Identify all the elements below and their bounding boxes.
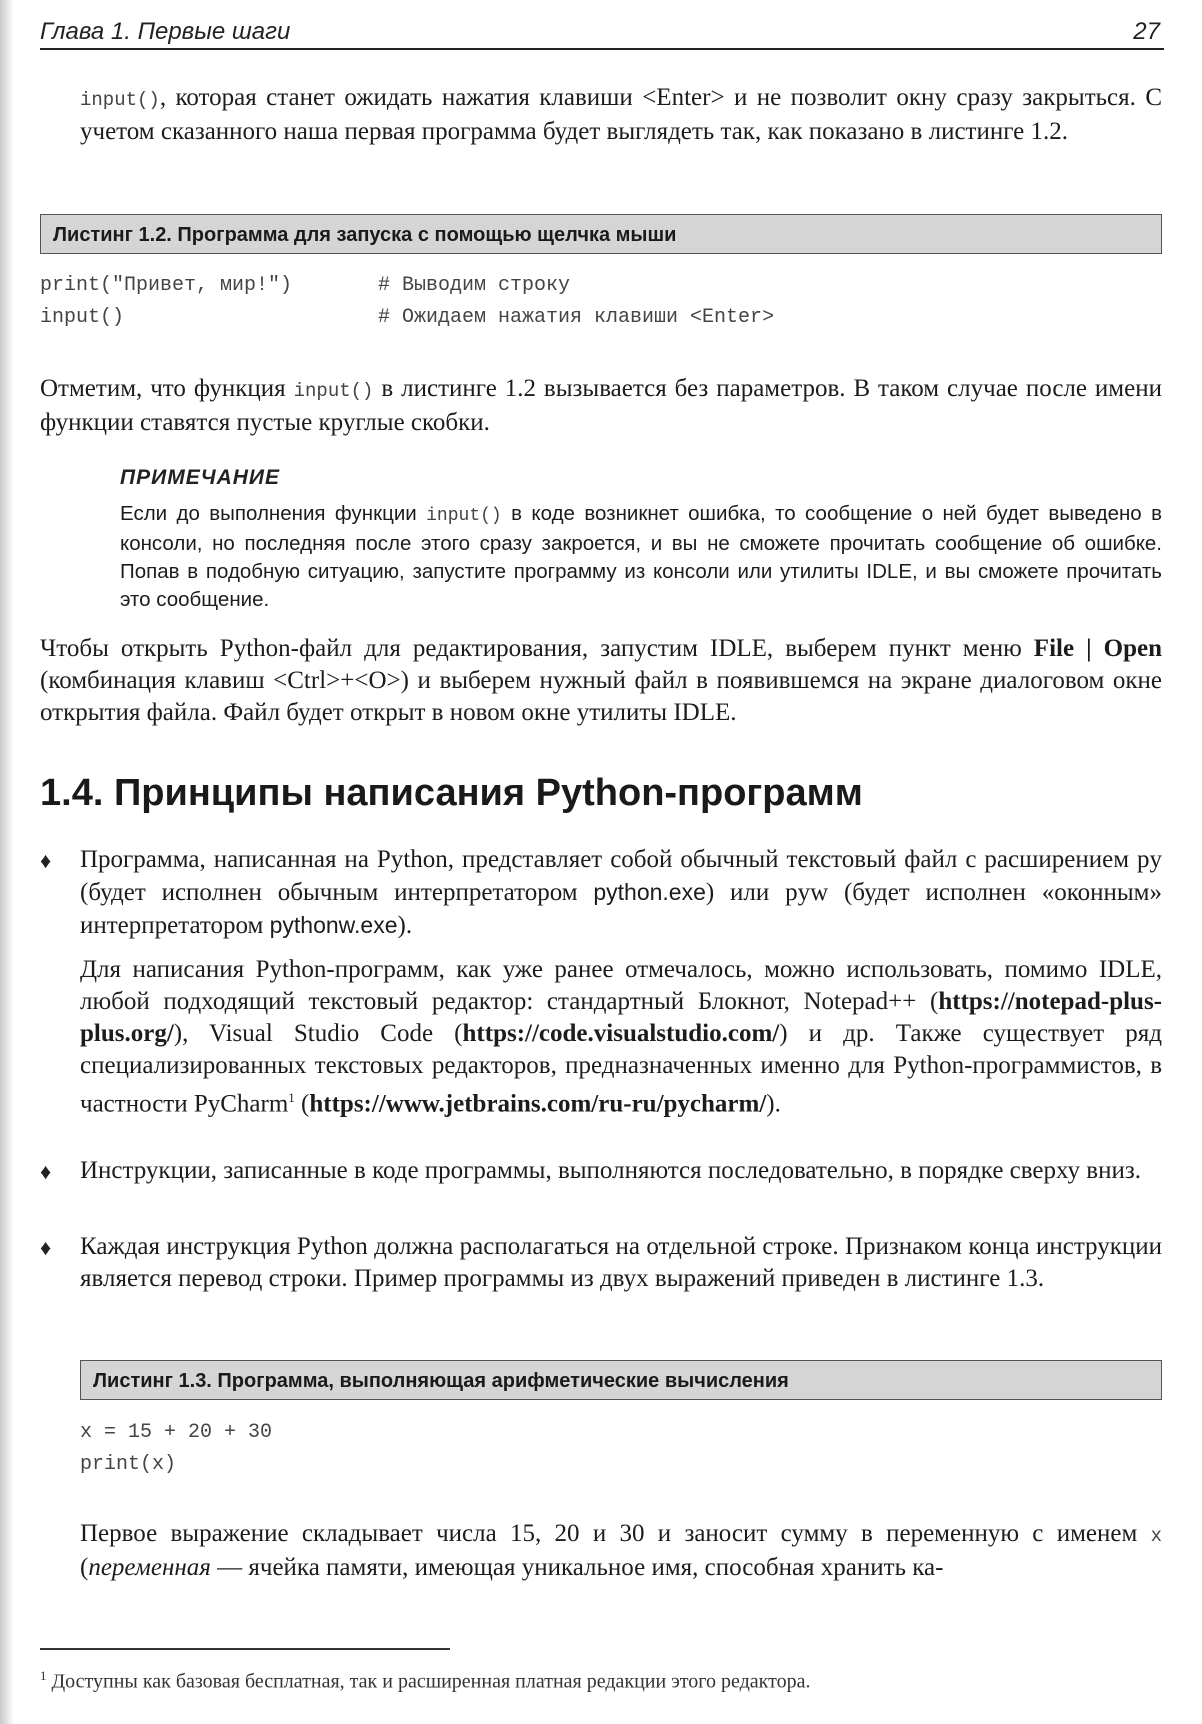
code-comment: # Выводим строку bbox=[378, 274, 571, 297]
code-line: print(x) bbox=[80, 1453, 177, 1476]
file-extension: pyw bbox=[785, 879, 829, 906]
bullet-text: Программа, написанная на Python, представляет собой обычный текстовый файл с расширением bbox=[80, 846, 1137, 873]
paragraph-input-note bbox=[40, 373, 1162, 439]
bullet-text: ). bbox=[766, 1090, 781, 1118]
bullet-item-file-types bbox=[80, 844, 1162, 942]
book-page bbox=[40, 0, 1164, 1724]
bullet-item-lines bbox=[80, 1231, 1162, 1295]
note-text: в коде возникнет ошибка, то сообщение о ней будет выведено в консоли, но последняя после этого сразу закроется, и вы не сможете прочитать сообщение об ошибке. Попав в подобную ситуацию, запустите программу из консоли или утилиты IDLE, и вы сможете прочитать это сообщение. bbox=[120, 502, 1162, 611]
code-line: print("Привет, мир!") bbox=[40, 274, 293, 297]
bullet-continuation-editors bbox=[80, 954, 1162, 1120]
footnote-ref: 1 bbox=[288, 1090, 295, 1105]
listing-title-1-3: Листинг 1.3. Программа, выполняющая арифметические вычисления bbox=[80, 1360, 1162, 1400]
listing-title-1-2: Листинг 1.2. Программа для запуска с помощью щелчка мыши bbox=[40, 214, 1162, 254]
url-link[interactable]: https://www.jetbrains.com/ru-ru/pycharm/ bbox=[309, 1090, 767, 1118]
bullet-diamond-icon: ♦ bbox=[40, 848, 52, 873]
paragraph-text: (комбинация клавиш <Ctrl>+<O>) и выберем нужный файл в появившемся на экране диалоговом окне открытия файла. Файл будет открыт в новом окне утилиты IDLE. bbox=[40, 667, 1162, 726]
exe-name: python.exe bbox=[593, 879, 706, 905]
paragraph-open-file bbox=[40, 633, 1162, 729]
bullet-text: ), Visual Studio Code ( bbox=[173, 1020, 463, 1047]
bullet-text: ) или bbox=[705, 879, 786, 906]
page-number: 27 bbox=[1133, 18, 1160, 45]
paragraph-text: в листинге 1.2 вызывается без параметров. В таком случае после имени функции ставятся пустые круглые скобки. bbox=[40, 375, 1162, 436]
bullet-text: (будет исполнен «оконным» интерпретатором bbox=[80, 879, 1162, 939]
inline-code: x bbox=[1150, 1525, 1162, 1547]
paragraph-text: Чтобы открыть Python-файл для редактирования, запустим IDLE, выберем пункт меню bbox=[40, 635, 1034, 662]
paragraph-text: — ячейка памяти, имеющая уникальное имя, способная хранить ка- bbox=[210, 1554, 944, 1581]
url-link[interactable]: https://code.visualstudio.com/ bbox=[462, 1020, 780, 1047]
paragraph-expression bbox=[80, 1518, 1162, 1584]
paragraph-text: , которая станет ожидать нажатия клавиши <Enter> и не позволит окну сразу закрыться. С учетом сказанного наша первая программа будет выглядеть так, как показано в листинге 1.2. bbox=[80, 84, 1162, 145]
note-heading: ПРИМЕЧАНИЕ bbox=[120, 466, 281, 489]
term: переменная bbox=[88, 1554, 211, 1581]
bullet-text: (будет исполнен обычным интерпретатором bbox=[80, 879, 594, 906]
footnote-mark: 1 bbox=[40, 1668, 47, 1683]
inline-code: input() bbox=[80, 89, 160, 111]
page-edge-shadow bbox=[0, 0, 14, 1724]
code-line: x = 15 + 20 + 30 bbox=[80, 1421, 273, 1444]
paragraph-text: ( bbox=[80, 1554, 89, 1581]
footnote-divider bbox=[40, 1648, 450, 1650]
bullet-diamond-icon: ♦ bbox=[40, 1159, 52, 1184]
note-body bbox=[120, 500, 1162, 614]
bullet-text: ). bbox=[397, 912, 413, 939]
bullet-text: Для написания Python-программ, как уже ранее отмечалось, можно использовать, помимо IDLE, любой подходящий текстовый редактор: стандартный Блокнот, Notepad++ ( bbox=[80, 956, 1162, 1015]
bullet-text: ) и др. Также существует ряд специализированных текстовых редакторов, предназначенных именно для Python-программистов, в частности PyCharm bbox=[80, 1020, 1162, 1118]
bullet-text: Инструкции, записанные в коде программы, выполняются последовательно, в порядке сверху вниз. bbox=[80, 1157, 1141, 1184]
paragraph-text: Отметим, что функция bbox=[40, 375, 294, 402]
bullet-text: Каждая инструкция Python должна располагаться на отдельной строке. Признаком конца инструкции является перевод строки. Пример программы из двух выражений приведен в листинге 1.3. bbox=[80, 1233, 1162, 1292]
inline-code: input() bbox=[293, 380, 374, 402]
bullet-item-order bbox=[80, 1155, 1162, 1187]
menu-path: File | Open bbox=[1033, 635, 1162, 662]
paragraph-intro bbox=[80, 82, 1162, 148]
bullet-text: ( bbox=[294, 1090, 310, 1118]
section-heading: 1.4. Принципы написания Python-программ bbox=[40, 772, 863, 814]
running-head bbox=[40, 16, 1164, 50]
bullet-diamond-icon: ♦ bbox=[40, 1235, 52, 1260]
code-comment: # Ожидаем нажатия клавиши <Enter> bbox=[378, 306, 775, 329]
note-text: Если до выполнения функции bbox=[120, 502, 427, 525]
inline-code: input() bbox=[426, 506, 502, 526]
paragraph-text: Первое выражение складывает числа 15, 20 и 30 и заносит сумму в переменную с именем bbox=[80, 1520, 1151, 1547]
code-line: input() bbox=[40, 306, 125, 329]
footnote bbox=[40, 1668, 810, 1694]
url-link[interactable]: https://notepad-plus-plus.org/ bbox=[80, 988, 1162, 1047]
file-extension: py bbox=[1137, 846, 1162, 873]
chapter-title: Глава 1. Первые шаги bbox=[40, 18, 291, 45]
exe-name: pythonw.exe bbox=[269, 912, 398, 938]
footnote-text: Доступны как базовая бесплатная, так и расширенная платная редакции этого редактора. bbox=[46, 1670, 811, 1693]
